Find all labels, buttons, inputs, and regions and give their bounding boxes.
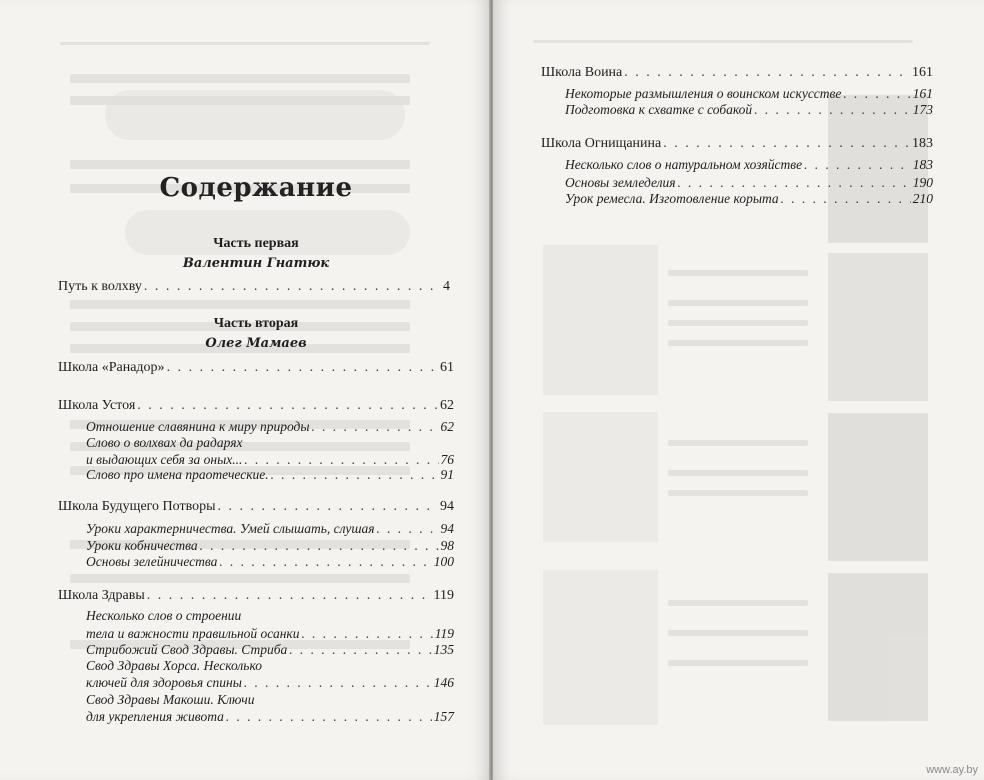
- toc-school-ustoya: [58, 397, 454, 415]
- leader-dots: [289, 641, 431, 659]
- toc-entry-title: Подготовка к схватке с собакой: [565, 102, 753, 117]
- leader-dots: [804, 156, 911, 174]
- toc-entry-title: ключей для здоровья спины: [86, 675, 242, 690]
- toc-entry-title: Школа Здравы: [58, 588, 145, 603]
- toc-entry-page: 157: [433, 709, 454, 724]
- leader-dots: [624, 64, 910, 82]
- toc-entry-title: Стрибожий Свод Здравы. Стриба: [86, 642, 288, 657]
- toc-entry-title: тела и важности правильной осанки: [86, 626, 300, 641]
- toc-subentry: [86, 708, 454, 726]
- toc-entry-title: Уроки характерничества. Умей слышать, слушая: [86, 521, 375, 536]
- leader-dots: [218, 498, 438, 516]
- toc-entry-page: 61: [440, 360, 454, 375]
- toc-entry-page: 94: [440, 499, 454, 514]
- part-one-author: Валентин Гнатюк: [182, 256, 330, 271]
- site-watermark: www.ay.by: [926, 764, 978, 776]
- toc-entry-page: 161: [912, 86, 933, 101]
- toc-entry-title: и выдающих себя за оных...: [86, 452, 243, 467]
- toc-entry-title: Основы зелейничества: [86, 554, 218, 569]
- leader-dots: [147, 587, 432, 605]
- toc-subentry-line1: Свод Здравы Хорса. Несколько: [86, 658, 263, 673]
- toc-entry-page: 135: [433, 642, 454, 657]
- toc-entry-title: Уроки кобничества: [86, 538, 198, 553]
- toc-school-voina: [541, 64, 933, 82]
- toc-subentry-line1: Слово о волхвах да радарях: [86, 435, 243, 450]
- toc-entry-title: Школа Устоя: [58, 398, 136, 413]
- right-page: [493, 0, 984, 780]
- part-one-heading: Часть первая: [213, 236, 299, 251]
- toc-entry-page: 183: [912, 157, 933, 172]
- toc-entry-page: 190: [912, 175, 933, 190]
- contents-title: Содержание: [159, 173, 353, 203]
- leader-dots: [219, 553, 431, 571]
- leader-dots: [663, 135, 910, 153]
- toc-entry-page: 62: [440, 398, 454, 413]
- toc-subentry: [86, 674, 454, 692]
- toc-subentry: [565, 156, 933, 174]
- toc-entry-title: Школа Будущего Потворы: [58, 499, 216, 514]
- toc-entry-page: 4: [443, 279, 450, 294]
- leader-dots: [312, 418, 439, 436]
- toc-entry-page: 76: [440, 452, 454, 467]
- toc-school-ognishchanina: [541, 135, 933, 153]
- toc-entry-title: Некоторые размышления о воинском искусстве: [565, 86, 842, 101]
- toc-entry-page: 91: [440, 467, 454, 482]
- toc-subentry: [565, 101, 933, 119]
- toc-subentry-line1: Несколько слов о строении: [86, 608, 242, 623]
- toc-entry-title: Урок ремесла. Изготовление корыта: [565, 191, 779, 206]
- leader-dots: [226, 708, 432, 726]
- toc-entry-page: 183: [912, 136, 933, 151]
- part-two-heading: Часть вторая: [213, 316, 299, 331]
- toc-entry-page: 146: [433, 675, 454, 690]
- toc-entry-title: Школа Огнищанина: [541, 136, 662, 151]
- toc-entry-page: 210: [912, 191, 933, 206]
- toc-entry-title: для укрепления живота: [86, 709, 224, 724]
- toc-school-budushchego-potvory: [58, 498, 454, 516]
- left-page: [0, 0, 490, 780]
- toc-subentry: [86, 553, 454, 571]
- toc-entry-page: 100: [433, 554, 454, 569]
- toc-entry-page: 98: [440, 538, 454, 553]
- leader-dots: [271, 466, 439, 484]
- toc-entry-page: 119: [434, 626, 454, 641]
- toc-entry-page: 161: [912, 65, 933, 80]
- leader-dots: [754, 101, 911, 119]
- toc-entry-page: 119: [433, 588, 454, 603]
- leader-dots: [167, 359, 438, 377]
- toc-subentry-line1: Свод Здравы Макоши. Ключи: [86, 692, 255, 707]
- leader-dots: [137, 397, 438, 415]
- toc-entry-title: Школа Воина: [541, 65, 623, 80]
- leader-dots: [781, 190, 911, 208]
- toc-entry-title: Основы земледелия: [565, 175, 676, 190]
- toc-entry-title: Несколько слов о натуральном хозяйстве: [565, 157, 803, 172]
- toc-entry-page: 94: [440, 521, 454, 536]
- toc-entry-title: Отношение славянина к миру природы: [86, 419, 310, 434]
- toc-school-zdravy: [58, 587, 454, 605]
- toc-entry-page: 173: [912, 102, 933, 117]
- toc-entry-title: Путь к волхву: [58, 279, 142, 294]
- toc-entry-page: 62: [440, 419, 454, 434]
- toc-entry-title: Школа «Ранадор»: [58, 360, 165, 375]
- toc-subentry: [565, 190, 933, 208]
- part-two-author: Олег Мамаев: [205, 336, 307, 351]
- toc-entry-title: Слово про имена праотеческие.: [86, 467, 269, 482]
- toc-school-ranador: [58, 359, 454, 377]
- leader-dots: [377, 520, 439, 538]
- leader-dots: [244, 674, 432, 692]
- toc-subentry: [86, 466, 454, 484]
- toc-entry-put-k-volkhvu: [58, 278, 450, 296]
- toc-subentry: [86, 520, 454, 538]
- leader-dots: [144, 278, 441, 296]
